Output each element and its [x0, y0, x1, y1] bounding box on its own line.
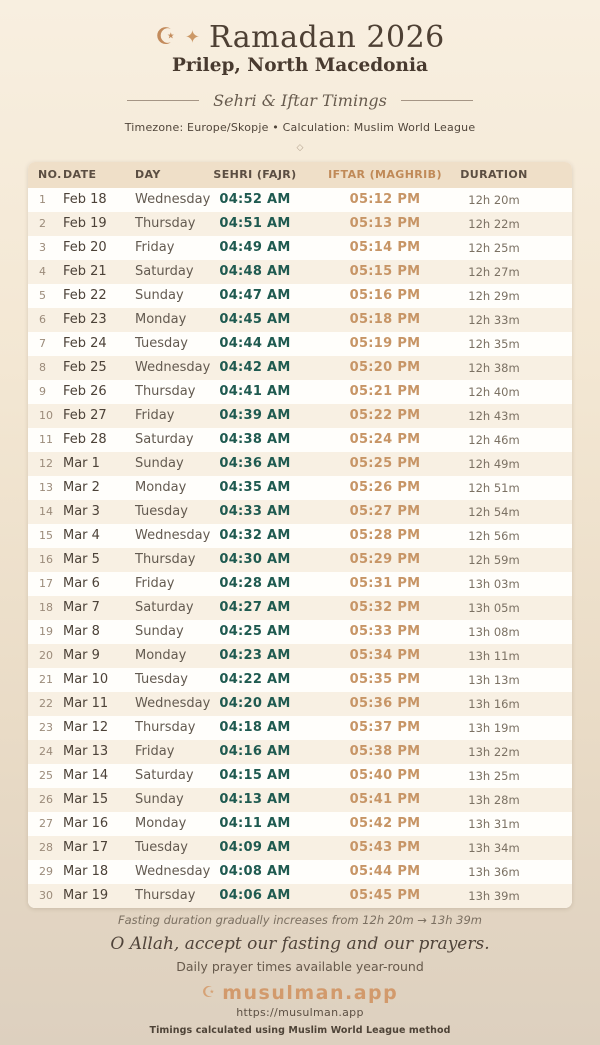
duration-cell: 13h 25m: [468, 768, 520, 783]
brand-crescent-icon: ☪: [201, 983, 216, 1001]
sehri-cell: 04:20 AM: [219, 696, 291, 711]
divider-line-right: [401, 100, 473, 101]
table-row: [28, 404, 572, 428]
duration-cell: 12h 54m: [468, 504, 520, 519]
date-cell: Feb 18: [63, 192, 107, 207]
sehri-cell: 04:22 AM: [219, 672, 291, 687]
date-cell: Mar 17: [63, 840, 109, 855]
date-cell: Mar 11: [63, 696, 109, 711]
crescent-moon-icon: ☪: [155, 24, 176, 51]
sehri-cell: 04:25 AM: [219, 624, 291, 639]
no-cell: 5: [39, 289, 46, 302]
sehri-cell: 04:33 AM: [219, 504, 291, 519]
duration-cell: 13h 03m: [468, 576, 520, 591]
sehri-cell: 04:41 AM: [219, 384, 291, 399]
iftar-cell: 05:21 PM: [349, 384, 421, 399]
poster-header: [0, 0, 600, 153]
date-cell: Mar 4: [63, 528, 100, 543]
sehri-cell: 04:47 AM: [219, 288, 291, 303]
no-cell: 16: [39, 553, 53, 566]
no-cell: 13: [39, 481, 53, 494]
table-row: [28, 716, 572, 740]
sehri-cell: 04:16 AM: [219, 744, 291, 759]
iftar-cell: 05:19 PM: [349, 336, 421, 351]
date-cell: Feb 25: [63, 360, 107, 375]
day-cell: Friday: [135, 408, 175, 423]
no-cell: 27: [39, 817, 53, 830]
table-body: [28, 188, 572, 908]
iftar-cell: 05:44 PM: [349, 864, 421, 879]
duration-cell: 12h 49m: [468, 456, 520, 471]
day-cell: Friday: [135, 576, 175, 591]
sehri-cell: 04:35 AM: [219, 480, 291, 495]
date-cell: Mar 6: [63, 576, 100, 591]
day-cell: Tuesday: [135, 840, 188, 855]
sehri-cell: 04:11 AM: [219, 816, 291, 831]
sehri-cell: 04:06 AM: [219, 888, 291, 903]
sehri-cell: 04:09 AM: [219, 840, 291, 855]
no-cell: 6: [39, 313, 46, 326]
sehri-cell: 04:38 AM: [219, 432, 291, 447]
date-cell: Mar 5: [63, 552, 100, 567]
no-cell: 21: [39, 673, 53, 686]
no-cell: 10: [39, 409, 53, 422]
sehri-cell: 04:32 AM: [219, 528, 291, 543]
fasting-duration-note: Fasting duration gradually increases from 12h 20m → 13h 39m: [117, 912, 483, 927]
date-cell: Feb 20: [63, 240, 107, 255]
no-cell: 28: [39, 841, 53, 854]
duration-cell: 13h 22m: [468, 744, 520, 759]
no-cell: 30: [39, 889, 53, 902]
iftar-cell: 05:35 PM: [349, 672, 421, 687]
day-cell: Monday: [135, 648, 187, 663]
sehri-cell: 04:15 AM: [219, 768, 291, 783]
sparkle-star-icon: ✦: [184, 26, 200, 48]
day-cell: Tuesday: [135, 336, 188, 351]
duration-cell: 12h 38m: [468, 360, 520, 375]
date-cell: Feb 23: [63, 312, 107, 327]
day-cell: Thursday: [135, 552, 196, 567]
iftar-cell: 05:25 PM: [349, 456, 421, 471]
duration-cell: 12h 59m: [468, 552, 520, 567]
no-cell: 2: [39, 217, 46, 230]
table-row: [28, 788, 572, 812]
iftar-cell: 05:32 PM: [349, 600, 421, 615]
day-cell: Sunday: [135, 288, 184, 303]
no-cell: 11: [39, 433, 53, 446]
divider-line-left: [127, 100, 199, 101]
duration-cell: 13h 28m: [468, 792, 520, 807]
date-cell: Mar 18: [63, 864, 109, 879]
duration-cell: 12h 27m: [468, 264, 520, 279]
iftar-cell: 05:28 PM: [349, 528, 421, 543]
iftar-cell: 05:45 PM: [349, 888, 421, 903]
timezone-calculation-info: Timezone: Europe/Skopje • Calculation: Muslim World League: [124, 120, 476, 134]
day-cell: Wednesday: [135, 696, 211, 711]
column-header-duration: DURATION: [460, 162, 572, 188]
date-cell: Mar 12: [63, 720, 109, 735]
day-cell: Tuesday: [135, 504, 188, 519]
iftar-cell: 05:41 PM: [349, 792, 421, 807]
day-cell: Monday: [135, 480, 187, 495]
dua-quote: O Allah, accept our fasting and our prayers.: [110, 933, 490, 954]
iftar-cell: 05:24 PM: [349, 432, 421, 447]
no-cell: 23: [39, 721, 53, 734]
title-row: [0, 22, 600, 54]
iftar-cell: 05:43 PM: [349, 840, 421, 855]
no-cell: 17: [39, 577, 53, 590]
column-header-date: DATE: [63, 162, 135, 188]
table-row: [28, 812, 572, 836]
day-cell: Saturday: [135, 264, 194, 279]
table-row: [28, 260, 572, 284]
table-row: [28, 860, 572, 884]
iftar-cell: 05:33 PM: [349, 624, 421, 639]
table-row: [28, 668, 572, 692]
date-cell: Mar 16: [63, 816, 109, 831]
duration-cell: 12h 35m: [468, 336, 520, 351]
sehri-cell: 04:18 AM: [219, 720, 291, 735]
day-cell: Thursday: [135, 384, 196, 399]
no-cell: 3: [39, 241, 46, 254]
sehri-cell: 04:13 AM: [219, 792, 291, 807]
date-cell: Feb 22: [63, 288, 107, 303]
table-header: [28, 162, 572, 188]
duration-cell: 12h 20m: [468, 192, 520, 207]
table-row: [28, 212, 572, 236]
column-header-no: NO.: [28, 162, 63, 188]
iftar-cell: 05:20 PM: [349, 360, 421, 375]
table-row: [28, 356, 572, 380]
table-row: [28, 764, 572, 788]
table-row: [28, 500, 572, 524]
iftar-cell: 05:37 PM: [349, 720, 421, 735]
iftar-cell: 05:13 PM: [349, 216, 421, 231]
date-cell: Mar 19: [63, 888, 109, 903]
table-row: [28, 188, 572, 212]
duration-cell: 13h 13m: [468, 672, 520, 687]
day-cell: Wednesday: [135, 864, 211, 879]
date-cell: Feb 24: [63, 336, 107, 351]
table-row: [28, 740, 572, 764]
no-cell: 1: [39, 193, 46, 206]
no-cell: 29: [39, 865, 53, 878]
no-cell: 4: [39, 265, 46, 278]
table-row: [28, 308, 572, 332]
day-cell: Monday: [135, 816, 187, 831]
timings-table: [28, 162, 572, 908]
day-cell: Thursday: [135, 216, 196, 231]
date-cell: Mar 10: [63, 672, 109, 687]
no-cell: 15: [39, 529, 53, 542]
no-cell: 12: [39, 457, 53, 470]
day-cell: Saturday: [135, 432, 194, 447]
sehri-cell: 04:44 AM: [219, 336, 291, 351]
iftar-cell: 05:40 PM: [349, 768, 421, 783]
iftar-cell: 05:18 PM: [349, 312, 421, 327]
iftar-cell: 05:15 PM: [349, 264, 421, 279]
duration-cell: 13h 11m: [468, 648, 520, 663]
date-cell: Mar 15: [63, 792, 109, 807]
date-cell: Mar 3: [63, 504, 100, 519]
sehri-cell: 04:36 AM: [219, 456, 291, 471]
iftar-cell: 05:29 PM: [349, 552, 421, 567]
brand-name: musulman.app: [222, 981, 399, 1004]
iftar-cell: 05:34 PM: [349, 648, 421, 663]
table-row: [28, 692, 572, 716]
day-cell: Tuesday: [135, 672, 188, 687]
duration-cell: 13h 31m: [468, 816, 520, 831]
iftar-cell: 05:16 PM: [349, 288, 421, 303]
sehri-cell: 04:45 AM: [219, 312, 291, 327]
day-cell: Friday: [135, 240, 175, 255]
date-cell: Feb 26: [63, 384, 107, 399]
no-cell: 20: [39, 649, 53, 662]
day-cell: Saturday: [135, 768, 194, 783]
brand-url[interactable]: https://musulman.app: [236, 1005, 364, 1019]
no-cell: 25: [39, 769, 53, 782]
day-cell: Monday: [135, 312, 187, 327]
sehri-cell: 04:49 AM: [219, 240, 291, 255]
iftar-cell: 05:36 PM: [349, 696, 421, 711]
location-subtitle: Prilep, North Macedonia: [172, 54, 428, 76]
iftar-cell: 05:42 PM: [349, 816, 421, 831]
iftar-cell: 05:12 PM: [349, 192, 421, 207]
table-row: [28, 884, 572, 908]
sehri-cell: 04:39 AM: [219, 408, 291, 423]
day-cell: Thursday: [135, 888, 196, 903]
day-cell: Saturday: [135, 600, 194, 615]
date-cell: Mar 7: [63, 600, 100, 615]
duration-cell: 12h 22m: [468, 216, 520, 231]
date-cell: Mar 1: [63, 456, 100, 471]
iftar-cell: 05:38 PM: [349, 744, 421, 759]
no-cell: 9: [39, 385, 46, 398]
page-title: Ramadan 2026: [208, 20, 445, 55]
no-cell: 19: [39, 625, 53, 638]
day-cell: Wednesday: [135, 360, 211, 375]
duration-cell: 12h 33m: [468, 312, 520, 327]
sehri-cell: 04:08 AM: [219, 864, 291, 879]
sehri-cell: 04:48 AM: [219, 264, 291, 279]
iftar-cell: 05:14 PM: [349, 240, 421, 255]
no-cell: 18: [39, 601, 53, 614]
duration-cell: 13h 08m: [468, 624, 520, 639]
date-cell: Mar 14: [63, 768, 109, 783]
no-cell: 24: [39, 745, 53, 758]
sehri-cell: 04:51 AM: [219, 216, 291, 231]
sehri-cell: 04:30 AM: [219, 552, 291, 567]
table-row: [28, 572, 572, 596]
date-cell: Feb 19: [63, 216, 107, 231]
table-row: [28, 476, 572, 500]
table-row: [28, 596, 572, 620]
duration-cell: 12h 25m: [468, 240, 520, 255]
table-row: [28, 236, 572, 260]
table-row: [28, 620, 572, 644]
sehri-cell: 04:23 AM: [219, 648, 291, 663]
iftar-cell: 05:31 PM: [349, 576, 421, 591]
sehri-cell: 04:42 AM: [219, 360, 291, 375]
duration-cell: 12h 56m: [468, 528, 520, 543]
no-cell: 8: [39, 361, 46, 374]
sehri-cell: 04:27 AM: [219, 600, 291, 615]
column-header-iftar: IFTAR (MAGHRIB): [310, 162, 460, 188]
timings-table-card: [28, 162, 572, 908]
timings-subtitle: Sehri & Iftar Timings: [213, 90, 387, 110]
table-row: [28, 548, 572, 572]
table-row: [28, 524, 572, 548]
date-cell: Mar 13: [63, 744, 109, 759]
iftar-cell: 05:22 PM: [349, 408, 421, 423]
no-cell: 7: [39, 337, 46, 350]
day-cell: Wednesday: [135, 528, 211, 543]
day-cell: Sunday: [135, 456, 184, 471]
day-cell: Thursday: [135, 720, 196, 735]
day-cell: Sunday: [135, 624, 184, 639]
date-cell: Mar 8: [63, 624, 100, 639]
date-cell: Feb 27: [63, 408, 107, 423]
table-row: [28, 428, 572, 452]
sehri-cell: 04:52 AM: [219, 192, 291, 207]
table-row: [28, 836, 572, 860]
no-cell: 22: [39, 697, 53, 710]
duration-cell: 13h 05m: [468, 600, 520, 615]
duration-cell: 13h 36m: [468, 864, 520, 879]
duration-cell: 13h 39m: [468, 888, 520, 903]
table-row: [28, 284, 572, 308]
duration-cell: 12h 46m: [468, 432, 520, 447]
table-row: [28, 644, 572, 668]
day-cell: Sunday: [135, 792, 184, 807]
duration-cell: 12h 43m: [468, 408, 520, 423]
column-header-day: DAY: [135, 162, 200, 188]
no-cell: 14: [39, 505, 53, 518]
iftar-cell: 05:27 PM: [349, 504, 421, 519]
iftar-cell: 05:26 PM: [349, 480, 421, 495]
diamond-ornament-icon: ◇: [296, 142, 304, 153]
brand-link[interactable]: [0, 982, 600, 1004]
duration-cell: 12h 51m: [468, 480, 520, 495]
section-divider: [0, 91, 600, 110]
table-row: [28, 452, 572, 476]
calculation-method-note: Timings calculated using Muslim World League method: [149, 1024, 451, 1036]
date-cell: Feb 21: [63, 264, 107, 279]
duration-cell: 13h 19m: [468, 720, 520, 735]
availability-note: Daily prayer times available year-round: [176, 958, 424, 974]
date-cell: Feb 28: [63, 432, 107, 447]
table-row: [28, 380, 572, 404]
duration-cell: 12h 40m: [468, 384, 520, 399]
table-row: [28, 332, 572, 356]
no-cell: 26: [39, 793, 53, 806]
date-cell: Mar 2: [63, 480, 100, 495]
sehri-cell: 04:28 AM: [219, 576, 291, 591]
duration-cell: 13h 16m: [468, 696, 520, 711]
column-header-sehri: SEHRI (FAJR): [200, 162, 310, 188]
duration-cell: 13h 34m: [468, 840, 520, 855]
day-cell: Friday: [135, 744, 175, 759]
duration-cell: 12h 29m: [468, 288, 520, 303]
day-cell: Wednesday: [135, 192, 211, 207]
poster-footer: [0, 913, 600, 1036]
date-cell: Mar 9: [63, 648, 100, 663]
